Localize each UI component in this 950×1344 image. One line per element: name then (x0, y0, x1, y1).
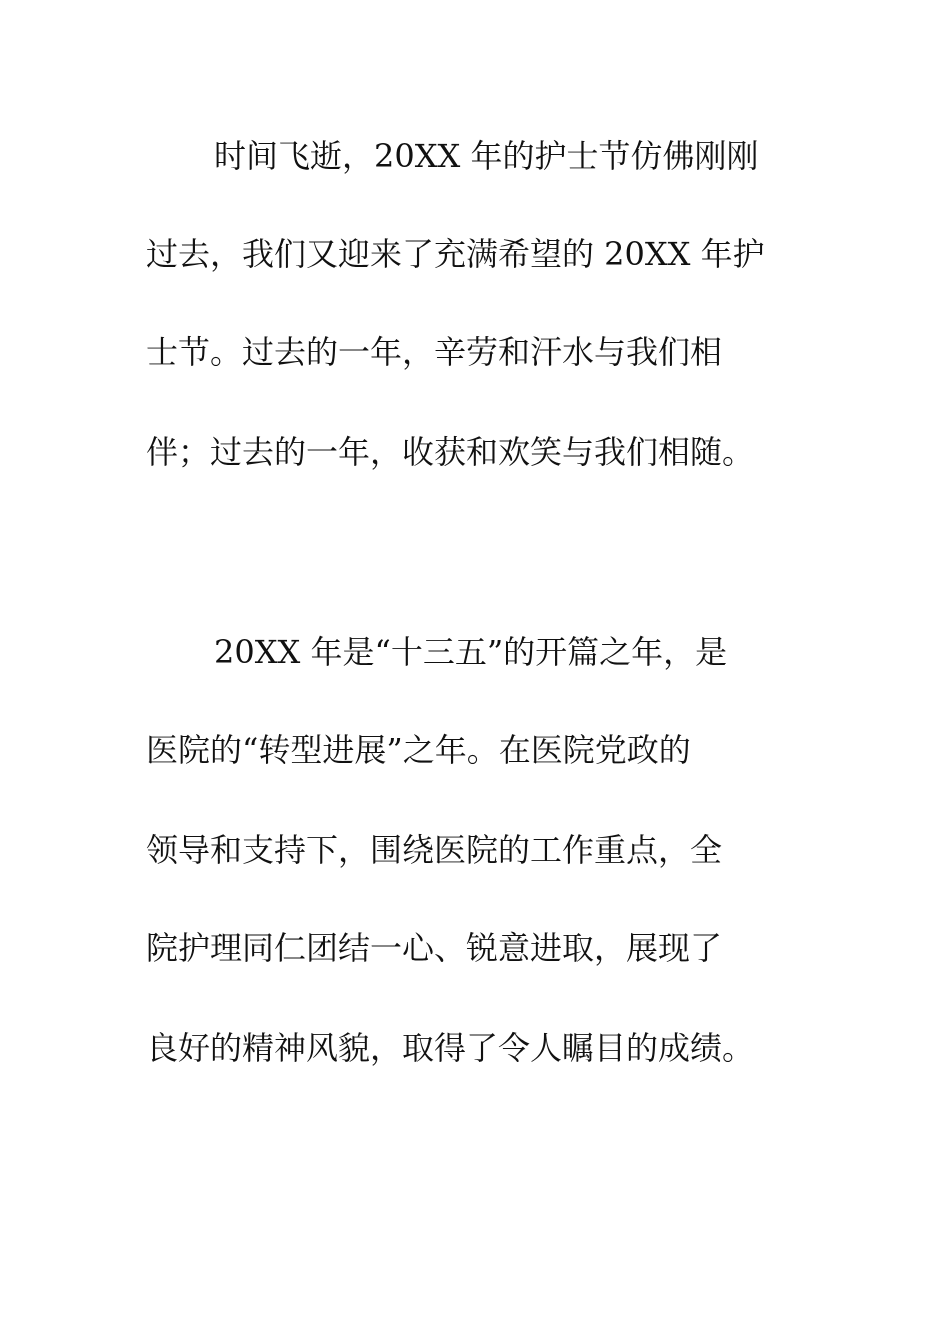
paragraph-line: 时间飞逝，20XX 年的护士节仿佛刚刚 (214, 137, 759, 175)
paragraph-line: 过去，我们又迎来了充满希望的 20XX 年护 (146, 235, 765, 273)
paragraph-line: 良好的精神风貌，取得了令人瞩目的成绩。 (146, 1029, 755, 1067)
paragraph-line: 领导和支持下，围绕医院的工作重点，全 (146, 831, 723, 869)
paragraph-line: 士节。过去的一年，辛劳和汗水与我们相 (146, 333, 723, 371)
paragraph-line: 20XX 年是“十三五”的开篇之年，是 (214, 633, 728, 671)
paragraph-line: 伴；过去的一年，收获和欢笑与我们相随。 (146, 433, 755, 471)
paragraph-line: 医院的“转型进展”之年。在医院党政的 (146, 731, 691, 769)
paragraph-line: 院护理同仁团结一心、锐意进取，展现了 (146, 929, 723, 967)
